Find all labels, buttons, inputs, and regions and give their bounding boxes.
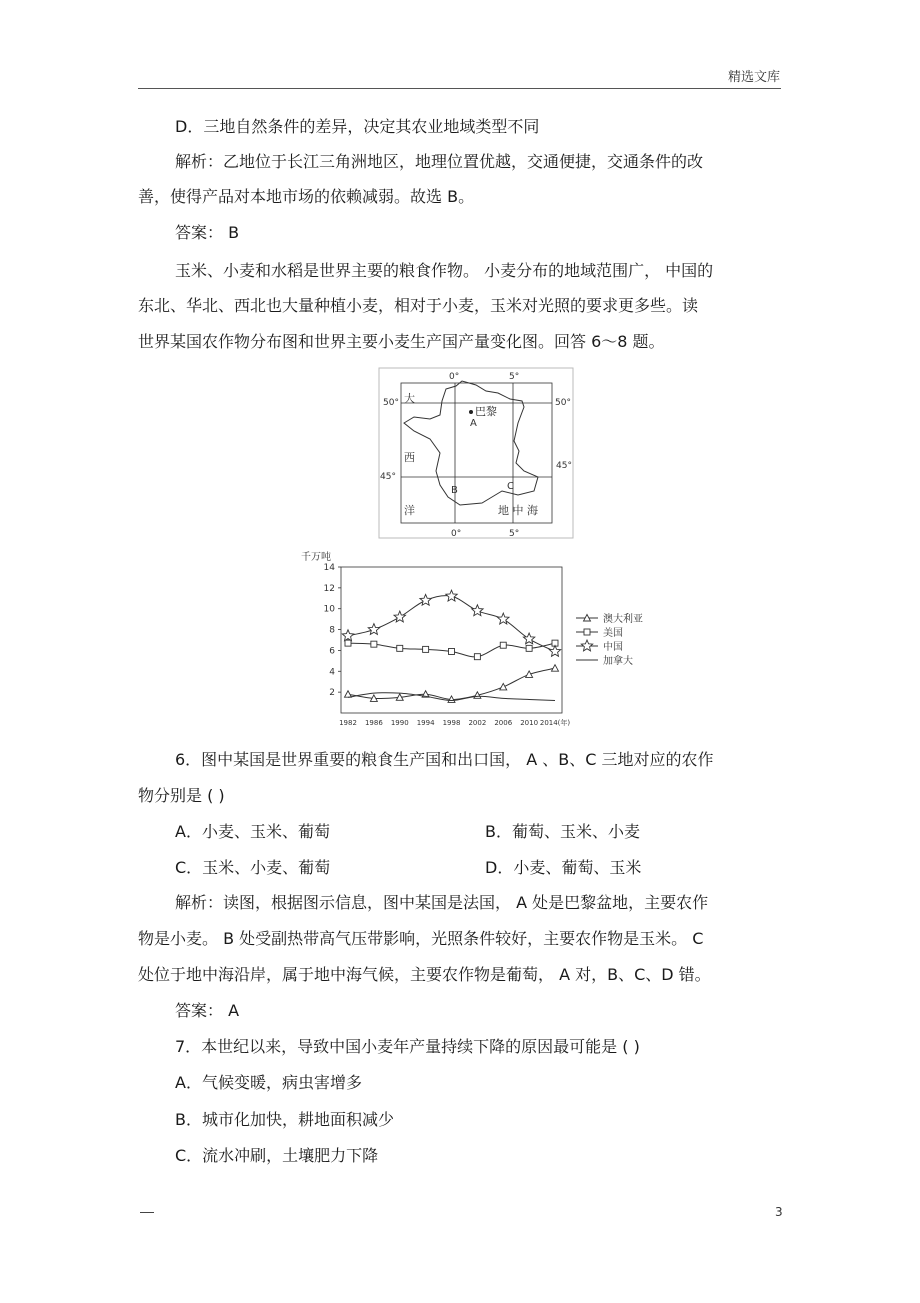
question-6-line-2: 物分别是 ( ): [138, 786, 225, 805]
data-point-0: [552, 665, 559, 672]
y-tick-label: 6: [329, 646, 335, 657]
data-point-0: [526, 671, 533, 678]
x-tick-label: 1990: [390, 719, 409, 727]
data-point-0: [345, 691, 352, 698]
q7-option-a: A．气候变暖，病虫害增多: [175, 1073, 362, 1092]
france-crop-map: [378, 367, 574, 539]
point-a: A: [470, 418, 477, 429]
x-tick-label: 2010: [520, 719, 539, 727]
legend-label: 美国: [603, 628, 623, 639]
ocean-label-3: 洋: [404, 504, 415, 517]
q6-answer: 答案： A: [175, 1001, 240, 1020]
data-point-1: [500, 642, 506, 648]
svg-text:5°: 5°: [509, 372, 520, 382]
x-tick-label: 1998: [442, 719, 461, 727]
question-6-line-1: 6．图中某国是世界重要的粮食生产国和出口国， A 、B、C 三地对应的农作: [175, 750, 714, 769]
data-point-1: [449, 648, 455, 654]
series-line-0: [348, 668, 555, 699]
svg-text:5°: 5°: [509, 529, 520, 539]
header-rule: [138, 88, 781, 89]
y-tick-label: 8: [329, 625, 335, 636]
data-point-1: [345, 640, 351, 646]
legend-label: 澳大利亚: [603, 614, 643, 625]
y-axis-label: 千万吨: [301, 552, 331, 563]
paris-label: 巴黎: [475, 405, 497, 418]
intro-line-3: 世界某国农作物分布图和世界主要小麦生产国产量变化图。回答 6～8 题。: [138, 332, 665, 351]
series-line-2: [348, 596, 555, 652]
legend-marker: [584, 629, 590, 635]
svg-text:0°: 0°: [449, 372, 460, 382]
ocean-label-1: 大: [404, 392, 415, 405]
wheat-production-chart: [300, 549, 653, 734]
answer-line: 答案： B: [175, 223, 240, 242]
q6-analysis-line-3: 处位于地中海沿岸，属于地中海气候，主要农作物是葡萄， A 对，B、C、D 错。: [138, 965, 711, 984]
svg-text:50°: 50°: [383, 398, 399, 408]
legend-label: 加拿大: [603, 656, 633, 667]
intro-line-1: 玉米、小麦和水稻是世界主要的粮食作物。 小麦分布的地域范围广， 中国的: [175, 261, 714, 280]
page-number: 3: [775, 1205, 783, 1219]
svg-text:0°: 0°: [451, 529, 462, 539]
data-point-0: [500, 683, 507, 690]
analysis-line-2: 善，使得产品对本地市场的依赖减弱。故选 B。: [138, 187, 475, 206]
q6-analysis-line-1: 解析：读图，根据图示信息，图中某国是法国， A 处是巴黎盆地，主要农作: [175, 893, 709, 912]
data-point-1: [474, 654, 480, 660]
header-label: 精选文库: [727, 70, 780, 85]
sea-label: 地 中 海: [498, 504, 538, 517]
footer-dash: [140, 1212, 154, 1213]
x-tick-label: 1994: [416, 719, 435, 727]
data-point-2: [549, 646, 560, 657]
point-c: C: [507, 481, 514, 492]
data-point-2: [368, 624, 379, 635]
x-tick-label: 2014(年): [539, 719, 571, 727]
svg-text:45°: 45°: [556, 461, 572, 471]
legend-marker: [581, 640, 592, 651]
svg-text:45°: 45°: [380, 472, 396, 482]
x-tick-label: 1982: [339, 719, 357, 727]
x-tick-label: 1986: [364, 719, 383, 727]
option-d-line: D．三地自然条件的差异，决定其农业地域类型不同: [175, 117, 540, 136]
point-b: B: [451, 485, 458, 496]
legend-label: 中国: [603, 642, 623, 653]
data-point-2: [446, 590, 457, 601]
y-tick-label: 4: [329, 667, 335, 678]
data-point-2: [394, 611, 406, 622]
q7-option-b: B．城市化加快，耕地面积减少: [175, 1110, 394, 1129]
svg-text:50°: 50°: [555, 398, 571, 408]
y-tick-label: 12: [323, 583, 335, 594]
q6-option-a: A．小麦、玉米、葡萄: [175, 822, 330, 841]
intro-line-2: 东北、华北、西北也大量种植小麦，相对于小麦，玉米对光照的要求更多些。读: [138, 296, 699, 315]
y-tick-label: 10: [323, 604, 335, 615]
x-tick-label: 2006: [494, 719, 513, 727]
q6-option-c: C．玉米、小麦、葡萄: [175, 858, 331, 877]
q6-option-d: D．小麦、葡萄、玉米: [485, 858, 642, 877]
y-tick-label: 2: [329, 688, 335, 699]
y-tick-label: 14: [323, 563, 335, 573]
question-7: 7．本世纪以来，导致中国小麦年产量持续下降的原因最可能是 ( ): [175, 1037, 640, 1056]
data-point-2: [342, 630, 353, 641]
x-tick-label: 2002: [468, 719, 487, 727]
q6-analysis-line-2: 物是小麦。 B 处受副热带高气压带影响，光照条件较好，主要农作物是玉米。 C: [138, 929, 704, 948]
data-point-1: [423, 646, 429, 652]
q6-option-b: B．葡萄、玉米、小麦: [485, 822, 640, 841]
data-point-1: [397, 645, 403, 651]
data-point-2: [420, 594, 431, 605]
data-point-1: [371, 641, 377, 647]
data-point-2: [498, 613, 510, 624]
analysis-line-1: 解析：乙地位于长江三角洲地区，地理位置优越，交通便捷，交通条件的改: [175, 152, 704, 171]
ocean-label-2: 西: [404, 451, 415, 464]
q7-option-c: C．流水冲刷，土壤肥力下降: [175, 1146, 379, 1165]
data-point-2: [523, 633, 534, 644]
data-point-1: [526, 645, 532, 651]
data-point-2: [472, 605, 483, 616]
